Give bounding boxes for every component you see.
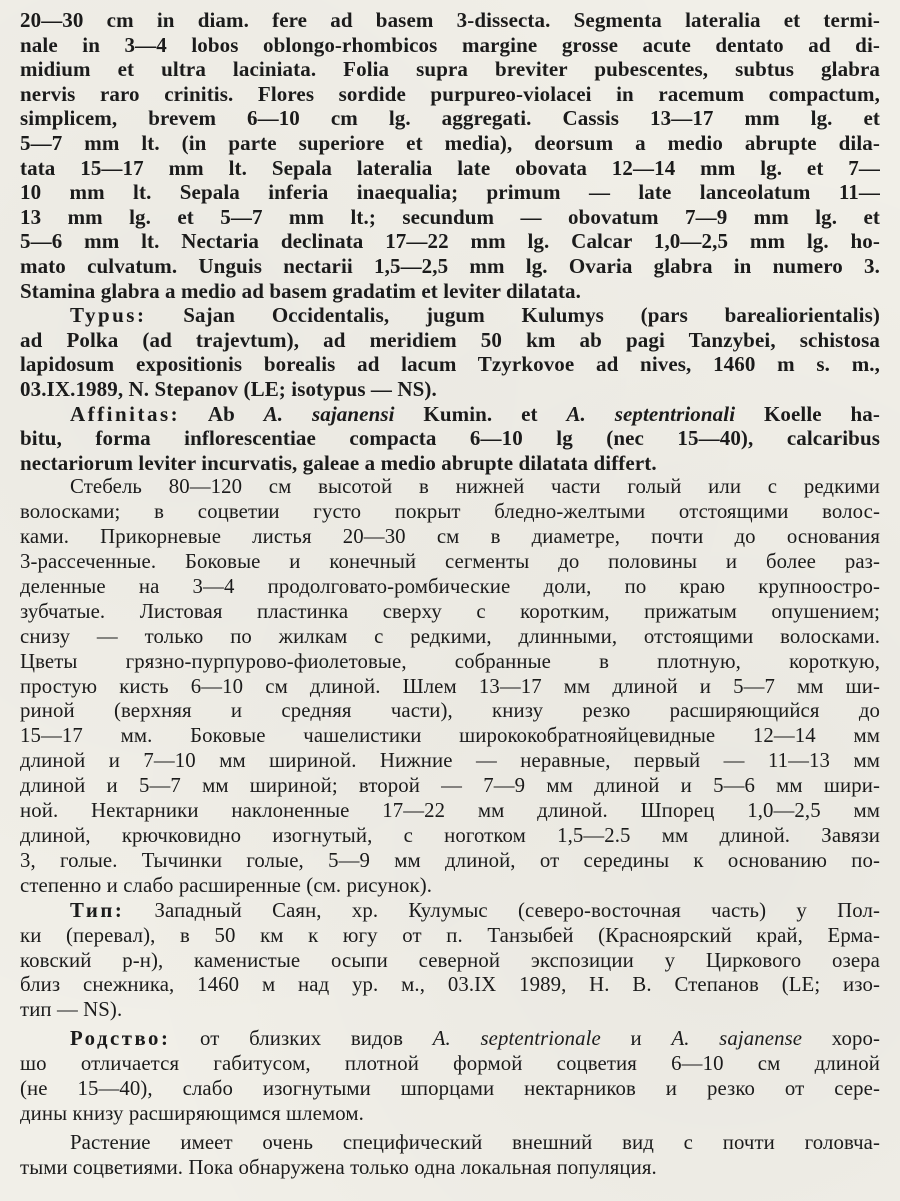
text-run: Западный Саян, хр. Кулумыс (северо-восточная часть) у Пол- (154, 898, 880, 922)
text-line: длиной, крючковидно изогнутый, с ноготком 1,5—2.5 мм длиной. Завязи (20, 823, 880, 847)
latin-description (20, 8, 880, 303)
text-line: nale in 3—4 lobos oblongo-rhombicos margine grosse acute dentato ad di- (20, 32, 880, 57)
text-line (20, 303, 880, 328)
text-line: риной (верхняя и средняя части), книзу резко расширяющийся до (20, 699, 880, 723)
taxon-name: A. septentrionali (566, 401, 736, 426)
text-run: от близких видов (200, 1027, 404, 1051)
text-line: длиной и 7—10 мм шириной. Нижние — неравные, первый — 11—13 мм (20, 749, 880, 773)
text-line: снизу — только по жилкам с редкими, длинными, отстоящими волосками. (20, 624, 880, 648)
taxon-name: A. sajanensi (263, 401, 395, 426)
section-heading: Affinitas: (70, 401, 181, 426)
text-line: ками. Прикорневые листья 20—30 см в диаметре, почти до основания (20, 525, 880, 549)
text-line: Stamina glabra a medio ad basem gradatim et leviter dilatata. (20, 278, 581, 303)
closing-note (20, 1131, 880, 1181)
text-line: длиной и 5—7 мм шириной; второй — 7—9 мм длиной и 5—6 мм шири- (20, 774, 880, 798)
text-line: 20—30 cm in diam. fere ad basem 3-dissecta. Segmenta lateralia et termi- (20, 8, 880, 32)
text-run: Kumin. et (423, 401, 538, 426)
text-line: 3-рассеченные. Боковые и конечный сегменты до половины и более раз- (20, 550, 880, 573)
text-line: bitu, forma inflorescentiae compacta 6—10 lg (nec 15—40), calcaribus (20, 426, 880, 451)
typus-latin (20, 303, 880, 401)
text-line: зубчатые. Листовая пластинка сверху с коротким, прижатым опушением; (20, 599, 880, 623)
text-line: 5—7 mm lt. (in parte superiore et media), deorsum a medio abrupte dila- (20, 130, 880, 155)
text-line: tata 15—17 mm lt. Sepala lateralia late obovata 12—14 mm lg. et 7— (20, 155, 880, 180)
text-line: ки (перевал), в 50 км к югу от п. Танзыбей (Красноярский край, Ерма- (20, 923, 880, 947)
text-line: midium et ultra laciniata. Folia supra breviter pubescentes, subtus glabra (20, 57, 880, 82)
text-line: степенно и слабо расширенные (см. рисунок). (20, 873, 433, 897)
rodstvo (20, 1027, 880, 1127)
text-line: тыми соцветиями. Пока обнаружена только одна локальная популяция. (20, 1155, 657, 1179)
text-line: Цветы грязно-пурпурово-фиолетовые, собранные в плотную, короткую, (20, 649, 880, 673)
text-line: Стебель 80—120 см высотой в нижней части голый или с редкими (70, 475, 880, 499)
text-line: nectariorum leviter incurvatis, galeae a medio abrupte dilatata differt. (20, 450, 657, 475)
text-line: nervis raro crinitis. Flores sordide purpureo-violacei in racemum compactum, (20, 81, 880, 106)
text-line (20, 402, 880, 427)
taxon-name: A. septentrionale (432, 1027, 601, 1051)
section-heading: Тип: (70, 898, 125, 922)
typus-russian (20, 899, 880, 1024)
text-line: ной. Нектарники наклоненные 17—22 мм длиной. Шпорец 1,0—2,5 мм (20, 799, 880, 823)
text-line: тип — NS). (20, 998, 123, 1022)
text-line: (не 15—40), слабо изогнутыми шпорцами нектарников и резко от сере- (20, 1077, 880, 1101)
text-line: шо отличается габитусом, плотной формой соцветия 6—10 см длиной (20, 1052, 880, 1076)
taxon-name: A. sajanense (671, 1027, 803, 1051)
text-line (20, 1027, 880, 1052)
text-line: ковский р-н), каменистые осыпи северной экспозиции у Циркового озера (20, 948, 880, 972)
text-line: Растение имеет очень специфический внешний вид с почти головча- (70, 1130, 880, 1154)
text-run: Ab (207, 401, 235, 426)
text-run: и (630, 1027, 642, 1051)
text-line: 3, голые. Тычинки голые, 5—9 мм длиной, от середины к основанию по- (20, 848, 880, 872)
text-line: ad Polka (ad trajevtum), ad meridiem 50 km ab pagi Tanzybei, schistosa (20, 327, 880, 352)
section-heading: Родство: (70, 1027, 171, 1051)
text-run: Sajan Occidentalis, jugum Kulumys (pars barealiorientalis) (183, 303, 880, 328)
text-line: lapidosum expositionis borealis ad lacum Tzyrkovoe ad nives, 1460 m s. m., (20, 352, 880, 377)
text-line: простую кисть 6—10 см длиной. Шлем 13—17 мм длиной и 5—7 мм ши- (20, 674, 880, 698)
section-heading: Typus: (70, 303, 147, 328)
text-line: волосками; в соцветии густо покрыт бледно-желтыми отстоящими волос- (20, 500, 880, 524)
text-line: дины книзу расширяющимся шлемом. (20, 1101, 364, 1125)
text-line: близ снежника, 1460 м над ур. м., 03.IX 1989, Н. В. Степанов (LE; изо- (20, 973, 880, 997)
text-line: 13 mm lg. et 5—7 mm lt.; secundum — obovatum 7—9 mm lg. et (20, 204, 880, 229)
text-line: деленные на 3—4 продолговато-ромбические доли, по краю крупноостро- (20, 574, 880, 598)
text-line: simplicem, brevem 6—10 cm lg. aggregati. Cassis 13—17 mm lg. et (20, 106, 880, 131)
text-run: Koelle ha- (763, 401, 880, 426)
text-run: хоро- (831, 1027, 880, 1051)
text-line: 03.IX.1989, N. Stepanov (LE; isotypus — NS). (20, 376, 437, 401)
affinitas (20, 402, 880, 476)
text-line: 10 mm lt. Sepala inferia inaequalia; primum — late lanceolatum 11— (20, 180, 880, 205)
text-line: mato culvatum. Unguis nectarii 1,5—2,5 mm lg. Ovaria glabra in numero 3. (20, 253, 880, 278)
text-line: 15—17 мм. Боковые чашелистики ширококобратнояйцевидные 12—14 мм (20, 724, 880, 748)
russian-description (20, 475, 880, 898)
text-line (20, 899, 880, 924)
text-line: 5—6 mm lt. Nectaria declinata 17—22 mm lg. Calcar 1,0—2,5 mm lg. ho- (20, 229, 880, 254)
